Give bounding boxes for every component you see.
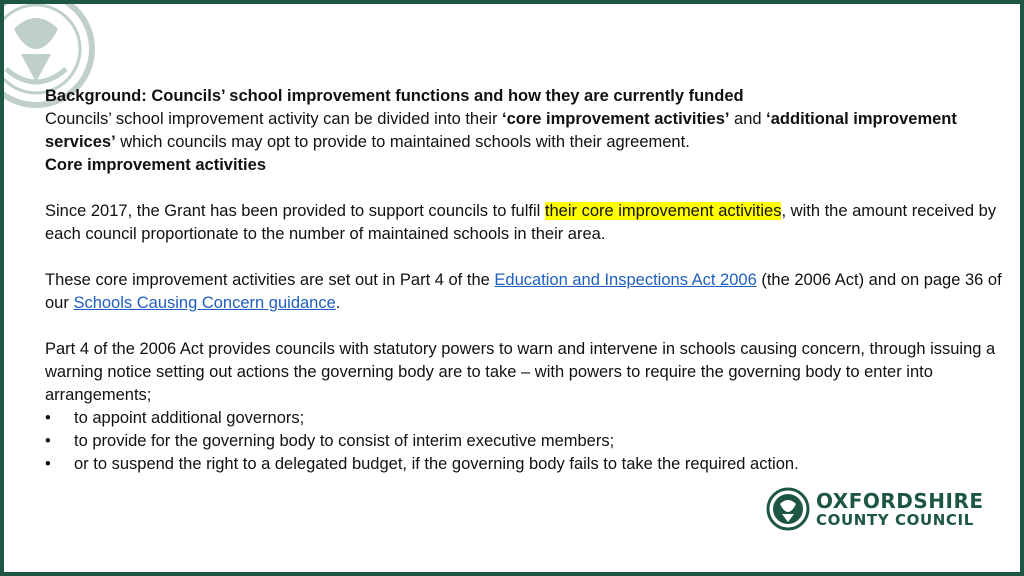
logo-title: OXFORDSHIRE: [816, 488, 984, 513]
slide-content: [45, 85, 1005, 476]
highlighted-text: their core improvement activities: [544, 202, 782, 220]
education-act-link[interactable]: Education and Inspections Act 2006: [494, 271, 757, 289]
bullet-icon: •: [45, 409, 51, 427]
council-logo: [766, 486, 984, 532]
legislation-paragraph: These core improvement activities are set out in Part 4 of the Education and Inspections Act 2006 (the 2006 Act) and on page 36 of our Schools Causing Concern guidance.: [45, 271, 1002, 312]
bullet-icon: •: [45, 432, 51, 450]
logo-subtitle: COUNTY COUNCIL: [816, 510, 974, 529]
bullet-icon: •: [45, 455, 51, 473]
list-item: • to provide for the governing body to consist of interim executive members;: [45, 430, 1005, 453]
schools-concern-guidance-link[interactable]: Schools Causing Concern guidance: [73, 294, 336, 312]
slide-heading: Background: Councils’ school improvement functions and how they are currently funded: [45, 87, 744, 105]
crest-emblem-icon: [766, 486, 810, 532]
intro-paragraph: Councils’ school improvement activity can be divided into their ‘core improvement activities’ and ‘additional improvement services’ which councils may opt to provide to maintained schools with their agreement.: [45, 110, 957, 151]
funding-paragraph: Since 2017, the Grant has been provided to support councils to fulfil their core improvement activities, with the amount received by each council proportionate to the number of maintained schools in their area.: [45, 202, 997, 243]
list-item: • to appoint additional governors;: [45, 407, 1005, 430]
list-item: • or to suspend the right to a delegated budget, if the governing body fails to take the required action.: [45, 453, 1005, 476]
section-subheading: Core improvement activities: [45, 156, 266, 174]
logo-wordmark: [816, 490, 984, 529]
powers-paragraph: Part 4 of the 2006 Act provides councils with statutory powers to warn and intervene in schools causing concern, through issuing a warning notice setting out actions the governing body are to take – with powers to require the governing body to enter into arrangements;: [45, 340, 996, 404]
